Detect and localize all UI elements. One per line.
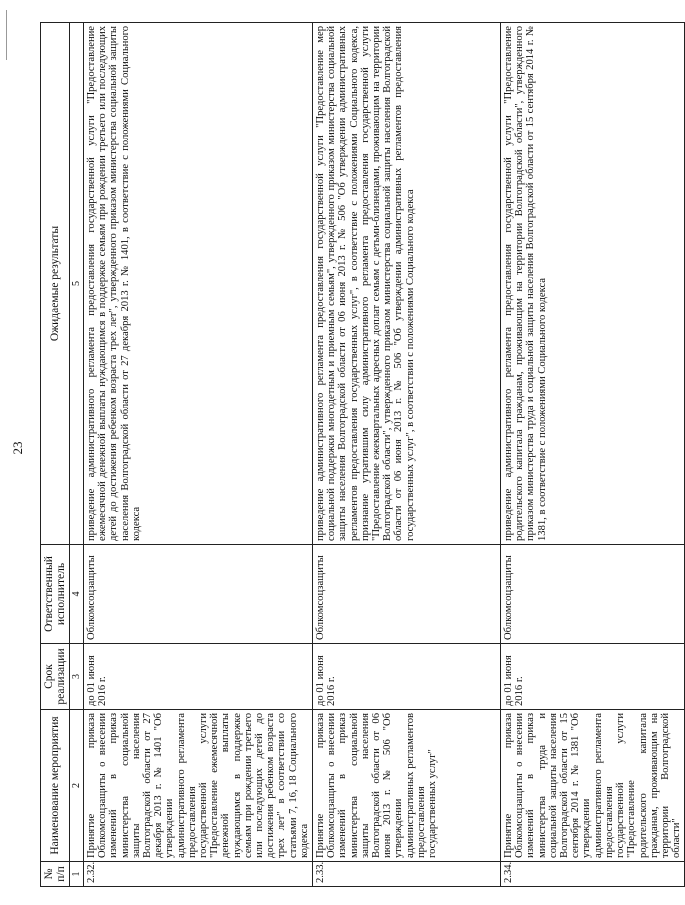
- col-index: 3: [70, 644, 84, 710]
- table-row: [313, 23, 501, 887]
- col-index: 1: [70, 862, 84, 887]
- col-index: 4: [70, 545, 84, 644]
- column-index-row: [70, 23, 84, 887]
- row-name: Принятие приказа Облкомсоцзащиты о внесении изменений в приказ министерства социальной защиты населения Волгоградской области от 06 июня 2013 г. № 506 "Об утверждении административных регламентов предоставления государственных услуг": [313, 710, 501, 862]
- row-term: до 01 июня 2016 г.: [84, 644, 313, 710]
- row-name: Принятие приказа Облкомсоцзащиты о внесении изменений в приказ министерства труда и социальной защиты населения Волгоградской области от 15 сентября 2014 г. № 1381 "Об утверждении административного регламента предоставления государственной услуги "Предоставление родительского капитала гражданам, проживающим на территории Волгоградской области": [501, 710, 685, 862]
- measures-table: [40, 22, 685, 887]
- row-result: приведение административного регламента предоставления государственной услуги "Предоставление родительского капитала гражданам, проживающим на территории Волгоградской области", утвержденного приказом министерства труда и социальной защиты населения Волгоградской области от 15 сентября 2014 г. № 1381, в соответствие с положениями Социального кодекса: [501, 23, 685, 545]
- row-term: до 01 июня 2016 г.: [501, 644, 685, 710]
- header-result: Ожидаемые результаты: [41, 23, 70, 545]
- row-responsible: Облкомсоцзащиты: [313, 545, 501, 644]
- row-num: 2.32.: [84, 862, 313, 887]
- table-row: [84, 23, 313, 887]
- row-result: приведение административного регламента предоставления государственной услуги "Предоставление ежемесячной денежной выплаты нуждающимся в поддержке семьям при рождении третьего или последующих детей до достижения ребенком возраста трех лет", утвержденного приказом министерства социальной защиты населения Волгоградской области от 27 декабря 2013 г. № 1401, в соответствие с положениями Социального кодекса: [84, 23, 313, 545]
- header-responsible: Ответственный исполнитель: [41, 545, 70, 644]
- row-term: до 01 июня 2016 г.: [313, 644, 501, 710]
- header-name: Наименование мероприятия: [41, 710, 70, 862]
- row-result: приведение административного регламента предоставления государственной услуги "Предоставление мер социальной поддержки многодетным и приемным семьям", утвержденного приказом министерства социальной защиты населения Волгоградской области от 06 июня 2013 г. № 506 "Об утверждении административных регламентов предоставления государственных услуг", в соответствие с положениями Социального кодекса, признание утратившим силу административного регламента предоставления государственной услуги "Предоставление ежеквартальных адресных доплат семьям с детьми-близнецами, проживающим на территории Волгоградской области", утвержденного приказом министерства социальной защиты населения Волгоградской области от 06 июня 2013 г. № 506 "Об утверждении административных регламентов предоставления государственных услуг", в соответствии с положениями Социального кодекса: [313, 23, 501, 545]
- col-index: 2: [70, 710, 84, 862]
- table-row: [501, 23, 685, 887]
- row-num: 2.33.: [313, 862, 501, 887]
- page-number: 23: [10, 441, 25, 455]
- row-name: Принятие приказа Облкомсоцзащиты о внесении изменений в приказ министерства социальной защиты населения Волгоградской области от 27 декабря 2013 г. № 1401 "Об утверждении административного регламента предоставления государственной услуги "Предоставление ежемесячной денежной выплаты нуждающимся в поддержке семьям при рождении третьего или последующих детей до достижения ребенком возраста трех лет" в соответствии со статьями 7, 16, 18 Социального кодекса: [84, 710, 313, 862]
- row-num: 2.34.: [501, 862, 685, 887]
- row-responsible: Облкомсоцзащиты: [84, 545, 313, 644]
- header-term: Срок реализации: [41, 644, 70, 710]
- col-index: 5: [70, 23, 84, 545]
- header-num: № п/п: [41, 862, 70, 887]
- row-responsible: Облкомсоцзащиты: [501, 545, 685, 644]
- scan-mark: [6, 10, 7, 60]
- table-header-row: [41, 23, 70, 887]
